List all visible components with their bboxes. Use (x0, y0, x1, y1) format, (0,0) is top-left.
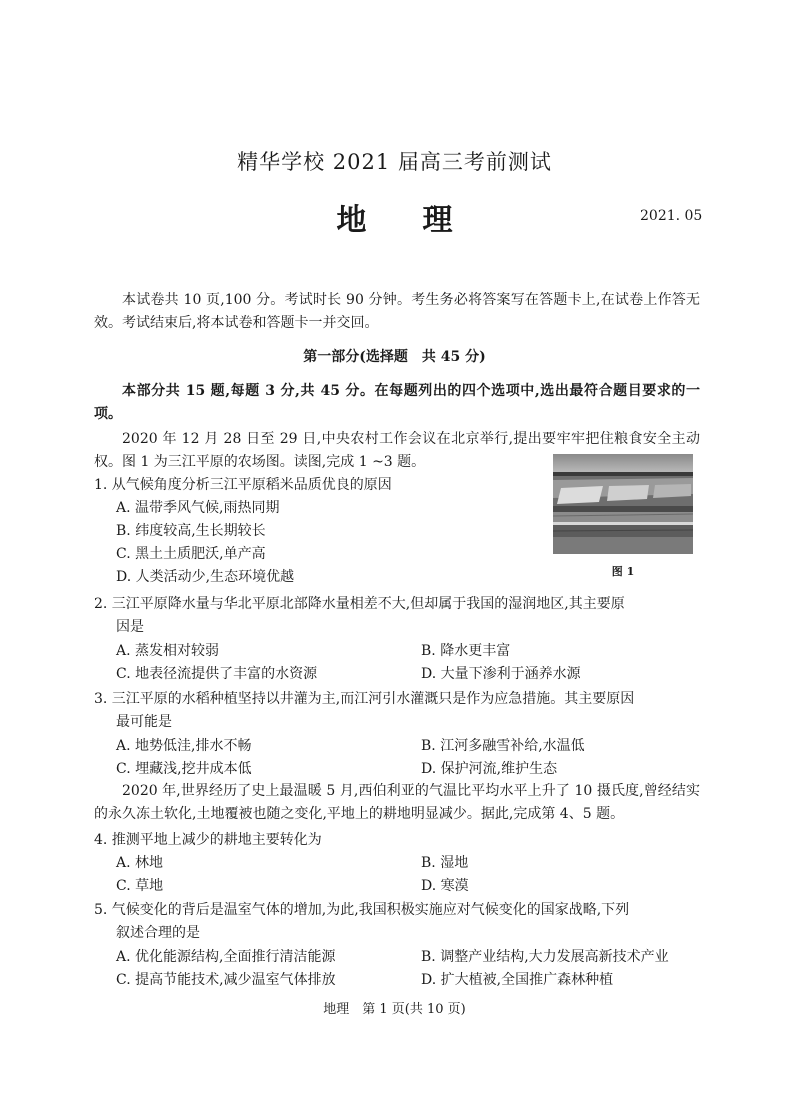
question-4-option-a: A. 林地 (116, 855, 164, 871)
question-3-option-c: C. 埋藏浅,挖井成本低 (116, 761, 252, 777)
question-3-option-a: A. 地势低洼,排水不畅 (116, 738, 252, 754)
question-2-stem: 2. 三江平原降水量与华北平原北部降水量相差不大,但却属于我国的湿润地区,其主要原 (94, 596, 625, 612)
question-2-option-d: D. 大量下渗利于涵养水源 (421, 666, 581, 682)
passage-1: 2020 年 12 月 28 日至 29 日,中央农村工作会议在北京举行,提出要牢牢把住粮食安全主动权。图 1 为三江平原的农场图。读图,完成 1 ~3 题。 (94, 431, 700, 470)
question-3-stem-cont: 最可能是 (116, 714, 172, 730)
page-footer: 地理 第 1 页(共 10 页) (323, 1002, 466, 1017)
section-title: 第一部分(选择题 共 45 分) (303, 349, 486, 365)
exam-instructions: 本试卷共 10 页,100 分。考试时长 90 分钟。考生务必将答案写在答题卡上,在试卷上作答无效。考试结束后,将本试卷和答题卡一并交回。 (94, 292, 700, 331)
passage-2: 2020 年,世界经历了史上最温暖 5 月,西伯利亚的气温比平均水平上升了 10 摄氏度,曾经结实的永久冻土软化,土地覆被也随之变化,平地上的耕地明显减少。据此,完成第 4、5 题。 (94, 783, 700, 822)
question-5-option-d: D. 扩大植被,全国推广森林种植 (421, 972, 614, 988)
question-3-stem: 3. 三江平原的水稻种植坚持以井灌为主,而江河引水灌溉只是作为应急措施。其主要原因 (94, 691, 635, 707)
question-2-option-b: B. 降水更丰富 (421, 643, 511, 659)
question-5-stem-cont: 叙述合理的是 (116, 925, 200, 941)
school-title: 精华学校 2021 届高三考前测试 (237, 150, 552, 174)
question-4-stem: 4. 推测平地上减少的耕地主要转化为 (94, 832, 322, 848)
subject-title: 地理 (336, 203, 509, 238)
question-4-option-b: B. 湿地 (421, 855, 469, 871)
question-1-option-b: B. 纬度较高,生长期较长 (116, 523, 266, 539)
question-1-stem: 1. 从气候角度分析三江平原稻米品质优良的原因 (94, 477, 392, 493)
question-3-option-d: D. 保护河流,维护生态 (421, 761, 558, 777)
farm-photo (553, 454, 693, 554)
section-instructions: 本部分共 15 题,每题 3 分,共 45 分。在每题列出的四个选项中,选出最符合题目要求的一项。 (94, 383, 700, 422)
question-5-option-b: B. 调整产业结构,大力发展高新技术产业 (421, 949, 669, 965)
figure-caption: 图 1 (611, 565, 635, 578)
question-2-stem-cont: 因是 (116, 619, 144, 635)
exam-date: 2021. 05 (640, 208, 703, 224)
question-4-option-c: C. 草地 (116, 878, 164, 894)
question-2-option-a: A. 蒸发相对较弱 (116, 643, 220, 659)
question-1-option-d: D. 人类活动少,生态环境优越 (116, 569, 295, 585)
question-5-option-c: C. 提高节能技术,减少温室气体排放 (116, 972, 336, 988)
question-5-option-a: A. 优化能源结构,全面推行清洁能源 (116, 949, 336, 965)
question-2-option-c: C. 地表径流提供了丰富的水资源 (116, 666, 318, 682)
question-1-option-a: A. 温带季风气候,雨热同期 (116, 500, 280, 516)
question-1-option-c: C. 黑土土质肥沃,单产高 (116, 546, 266, 562)
farm-photo-image (553, 454, 693, 554)
question-3-option-b: B. 江河多融雪补给,水温低 (421, 738, 585, 754)
question-5-stem: 5. 气候变化的背后是温室气体的增加,为此,我国积极实施应对气候变化的国家战略,下列 (94, 902, 630, 918)
question-4-option-d: D. 寒漠 (421, 878, 469, 894)
